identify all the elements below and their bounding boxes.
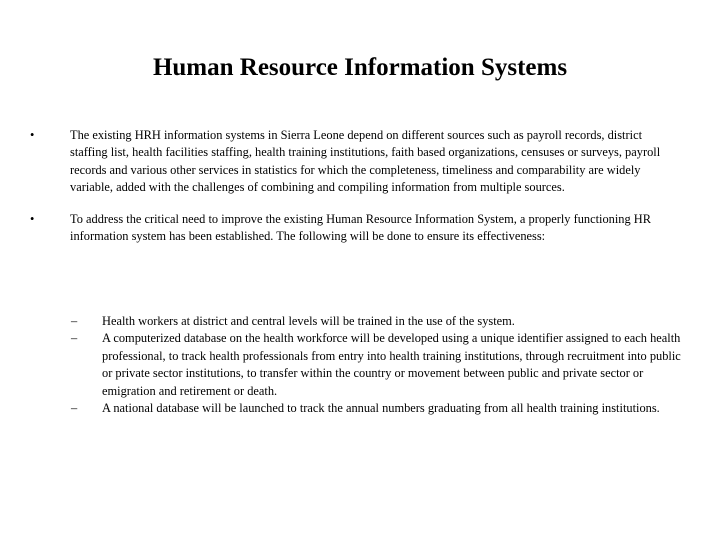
sub-bullet-text: A computerized database on the health workforce will be developed using a unique identifier assigned to each health professional, to track health professionals from entry into health training institutions, through recruitment into public or private sector institutions, to transfer within the country or movement between public and private sector or emigration and retirement or death. [102, 331, 681, 398]
bullet-text: The existing HRH information systems in Sierra Leone depend on different sources such as payroll records, district staffing list, health facilities staffing, health training institutions, faith based organizations, censuses or surveys, payroll records and various other services in statistics for which the completeness, timeliness and comparability are widely variable, added with the challenges of combining and compiling information from multiple sources. [70, 128, 661, 195]
sub-bullet-text: Health workers at district and central levels will be trained in the use of the system. [102, 314, 515, 328]
dash-icon: – [71, 401, 78, 416]
bullet-icon: • [30, 211, 35, 226]
sub-bullet-text: A national database will be launched to track the annual numbers graduating from all health training institutions. [102, 401, 660, 416]
bullet-icon: • [30, 128, 35, 142]
sub-bullet-item [71, 330, 683, 400]
dash-icon: – [71, 331, 78, 346]
bullet-item [30, 127, 680, 197]
bullet-item [30, 211, 680, 246]
sub-bullet-item [71, 313, 683, 330]
bullet-list [30, 127, 680, 259]
sub-bullet-item [71, 400, 683, 417]
slide-title: Human Resource Information Systems [152, 54, 568, 81]
sub-bullet-list [71, 313, 683, 417]
dash-icon: – [71, 314, 78, 328]
bullet-text: To address the critical need to improve the existing Human Resource Information System, a properly functioning HR information system has been established. The following will be done to ensure its effectiveness: [70, 211, 652, 244]
